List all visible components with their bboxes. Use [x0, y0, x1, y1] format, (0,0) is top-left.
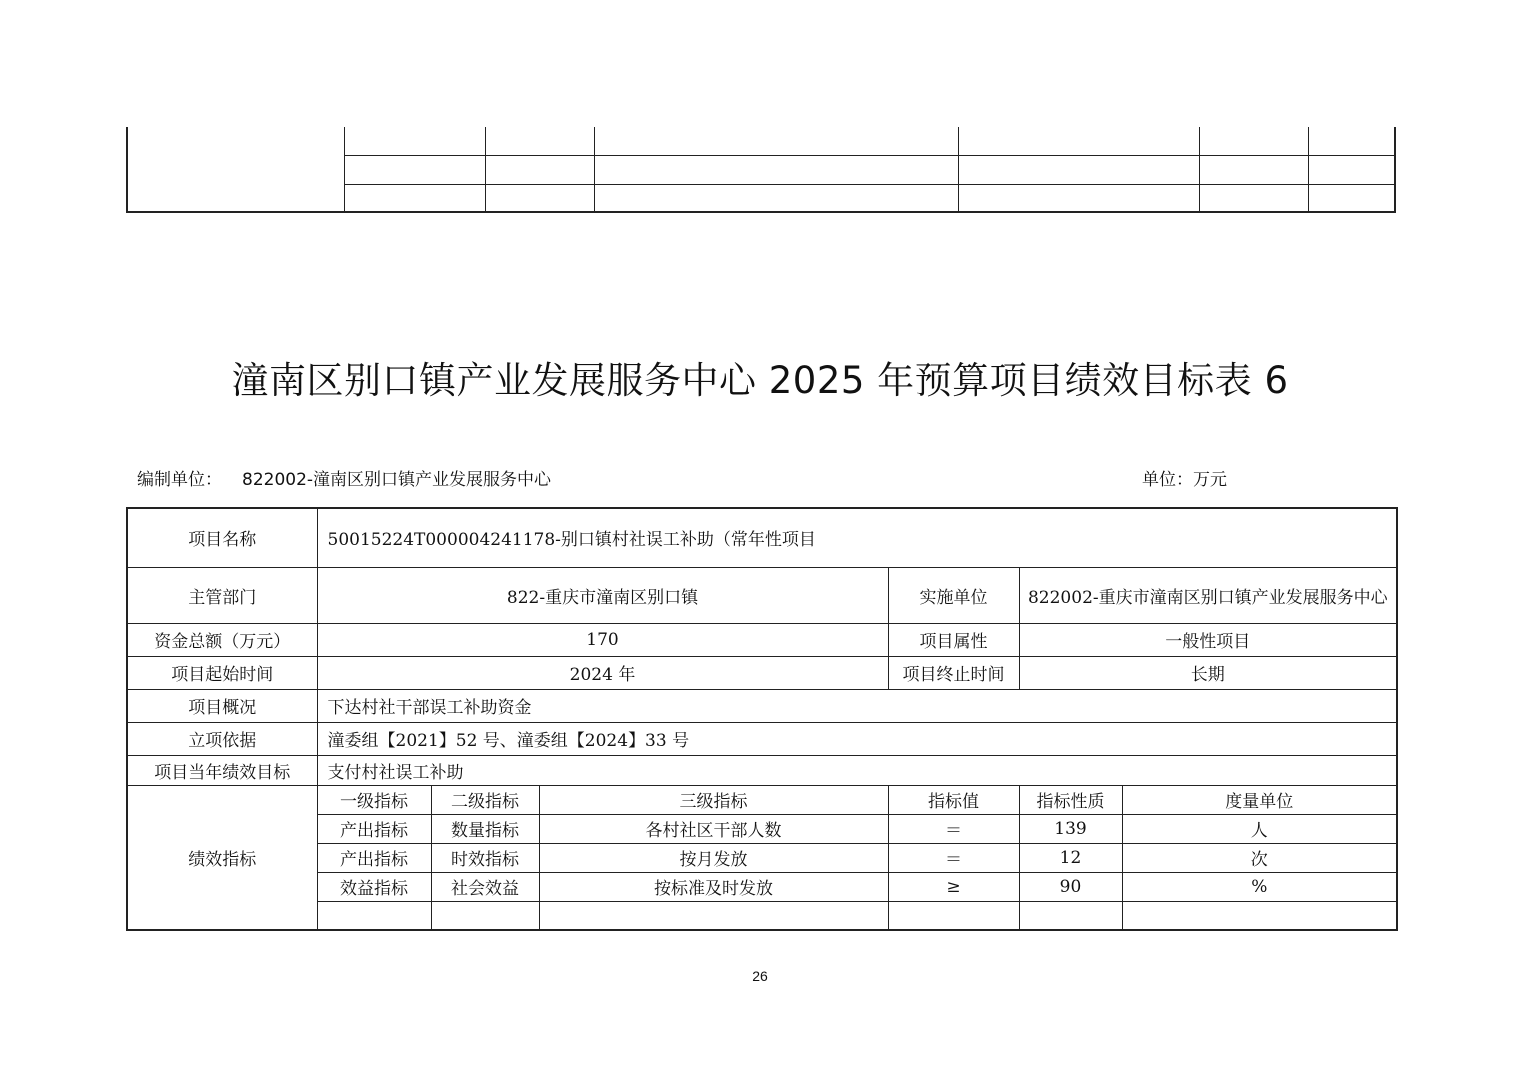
- page-title: 潼南区别口镇产业发展服务中心 2025 年预算项目绩效目标表 6: [231, 359, 1289, 402]
- cell-nature: 139: [1019, 814, 1122, 843]
- table-row: [127, 508, 1397, 567]
- header-level2: 二级指标: [431, 785, 539, 814]
- overview-label: 项目概况: [127, 689, 317, 722]
- start-value: 2024 年: [317, 656, 888, 689]
- cell-level1: [317, 901, 431, 930]
- table-row: [127, 901, 1397, 930]
- table-row: [127, 567, 1397, 623]
- dept-label: 主管部门: [127, 567, 317, 623]
- end-value: 长期: [1019, 656, 1397, 689]
- cell-level1: 产出指标: [317, 843, 431, 872]
- header-level1: 一级指标: [317, 785, 431, 814]
- header-level3: 三级指标: [539, 785, 888, 814]
- end-label: 项目终止时间: [888, 656, 1019, 689]
- table-row: [127, 814, 1397, 843]
- cell-nature: 12: [1019, 843, 1122, 872]
- cell-level2: [431, 901, 539, 930]
- cell-level3: [539, 901, 888, 930]
- header-value: 指标值: [888, 785, 1019, 814]
- attr-label: 项目属性: [888, 623, 1019, 656]
- fund-label: 资金总额（万元）: [127, 623, 317, 656]
- grid-line: [594, 127, 595, 211]
- cell-value: [888, 901, 1019, 930]
- cell-level3: 各村社区干部人数: [539, 814, 888, 843]
- fund-value: 170: [317, 623, 888, 656]
- indicator-header-row: [127, 785, 1397, 814]
- cell-level3: 按标准及时发放: [539, 872, 888, 901]
- header-unit: 度量单位: [1122, 785, 1397, 814]
- cell-unit: [1122, 901, 1397, 930]
- previous-table-fragment: [126, 127, 1396, 213]
- table-row: [127, 755, 1397, 785]
- table-row: [127, 623, 1397, 656]
- grid-line: [485, 127, 486, 211]
- performance-target-table: [126, 507, 1398, 931]
- table-row: [127, 722, 1397, 755]
- grid-line: [1308, 127, 1309, 211]
- impl-value: 822002-重庆市潼南区别口镇产业发展服务中心: [1019, 567, 1397, 623]
- attr-value: 一般性项目: [1019, 623, 1397, 656]
- grid-line: [1199, 127, 1200, 211]
- cell-level1: 产出指标: [317, 814, 431, 843]
- grid-line: [344, 184, 1394, 185]
- indicators-label: 绩效指标: [127, 785, 317, 930]
- basis-value: 潼委组【2021】52 号、潼委组【2024】33 号: [317, 722, 1397, 755]
- org-value: 822002-潼南区别口镇产业发展服务中心: [242, 470, 552, 490]
- unit-label: 单位：万元: [1142, 470, 1227, 490]
- table-row: [127, 843, 1397, 872]
- grid-line: [958, 127, 959, 211]
- goal-value: 支付村社误工补助: [317, 755, 1397, 785]
- basis-label: 立项依据: [127, 722, 317, 755]
- dept-value: 822-重庆市潼南区别口镇: [317, 567, 888, 623]
- project-name-label: 项目名称: [127, 508, 317, 567]
- org-label: 编制单位：: [137, 470, 222, 490]
- overview-value: 下达村社干部误工补助资金: [317, 689, 1397, 722]
- cell-nature: 90: [1019, 872, 1122, 901]
- grid-line: [344, 155, 1394, 156]
- impl-label: 实施单位: [888, 567, 1019, 623]
- cell-level2: 数量指标: [431, 814, 539, 843]
- start-label: 项目起始时间: [127, 656, 317, 689]
- cell-unit: %: [1122, 872, 1397, 901]
- table-row: [127, 689, 1397, 722]
- table-row: [127, 656, 1397, 689]
- page-number: 26: [752, 968, 768, 984]
- header-nature: 指标性质: [1019, 785, 1122, 814]
- grid-line: [344, 127, 345, 211]
- cell-unit: 人: [1122, 814, 1397, 843]
- cell-level2: 社会效益: [431, 872, 539, 901]
- cell-unit: 次: [1122, 843, 1397, 872]
- cell-value: ＝: [888, 814, 1019, 843]
- cell-value: ≥: [888, 872, 1019, 901]
- cell-value: ＝: [888, 843, 1019, 872]
- cell-level3: 按月发放: [539, 843, 888, 872]
- project-name-value: 50015224T000004241178-别口镇村社误工补助（常年性项目: [317, 508, 1397, 567]
- cell-level1: 效益指标: [317, 872, 431, 901]
- cell-level2: 时效指标: [431, 843, 539, 872]
- cell-nature: [1019, 901, 1122, 930]
- goal-label: 项目当年绩效目标: [127, 755, 317, 785]
- table-row: [127, 872, 1397, 901]
